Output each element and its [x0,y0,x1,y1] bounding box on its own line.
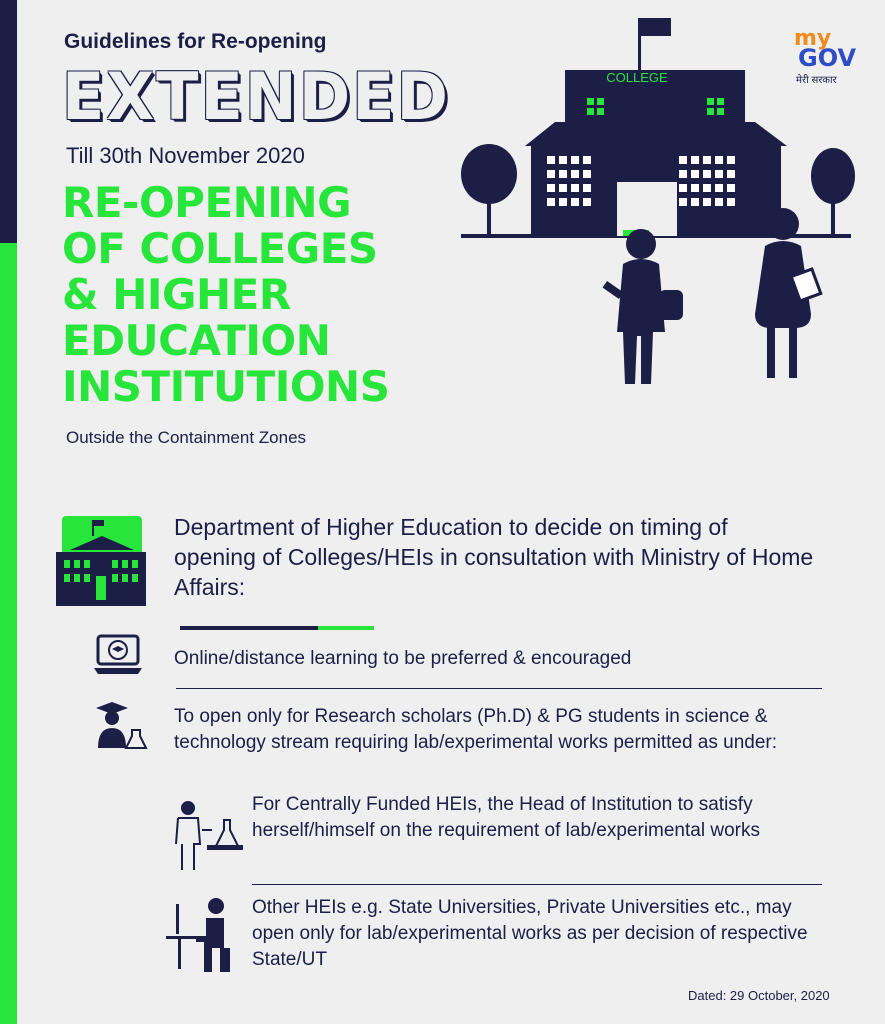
divider-navy [180,626,320,630]
student-male-icon [603,229,683,384]
logo-gov: GOV [798,44,857,72]
headline-line: OF COLLEGES [62,224,378,273]
headline [62,180,482,410]
item-divider [176,688,822,689]
graduate-lab-icon [92,700,148,752]
scientist-icon [172,800,244,872]
guidelines-subtitle: Guidelines for Re-opening [64,30,327,53]
extended-title: EXTENDED [62,58,450,135]
centrally-funded-item: For Centrally Funded HEIs, the Head of Institution to satisfy herself/himself on the requirement of lab/experimental works [252,794,760,841]
desk-worker-icon [164,896,236,976]
college-illustration [455,14,855,394]
item-divider [252,884,822,885]
logo-hindi-tagline: मेरी सरकार [796,75,837,86]
left-accent-bar-navy [0,0,17,243]
flag-icon [638,18,641,72]
headline-line: RE-OPENING [62,178,352,227]
containment-note: Outside the Containment Zones [66,428,307,447]
dated-footer: Dated: 29 October, 2020 [688,988,830,1003]
logo-my: my [794,26,832,51]
headline-line: & HIGHER [62,270,291,319]
department-statement: Department of Higher Education to decide on timing of opening of Colleges/HEIs in consultation with Ministry of Home Affairs: [174,514,814,600]
laptop-graduation-icon [92,632,144,676]
college-building-icon [56,516,146,608]
headline-line: INSTITUTIONS [62,362,390,411]
college-sign: COLLEGE [606,70,668,85]
other-heis-item: Other HEIs e.g. State Universities, Private Universities etc., may open only for lab/experimental works as per decision of respective State/UT [252,897,808,970]
headline-line: EDUCATION [62,316,331,365]
till-date: Till 30th November 2020 [66,143,305,168]
online-learning-item: Online/distance learning to be preferred & encouraged [174,648,632,669]
left-accent-bar-green [0,243,17,1024]
doorway [617,182,677,236]
divider-green [318,626,374,630]
research-scholars-item: To open only for Research scholars (Ph.D) & PG students in science & technology stream requiring lab/experimental works permitted as under: [174,706,778,753]
